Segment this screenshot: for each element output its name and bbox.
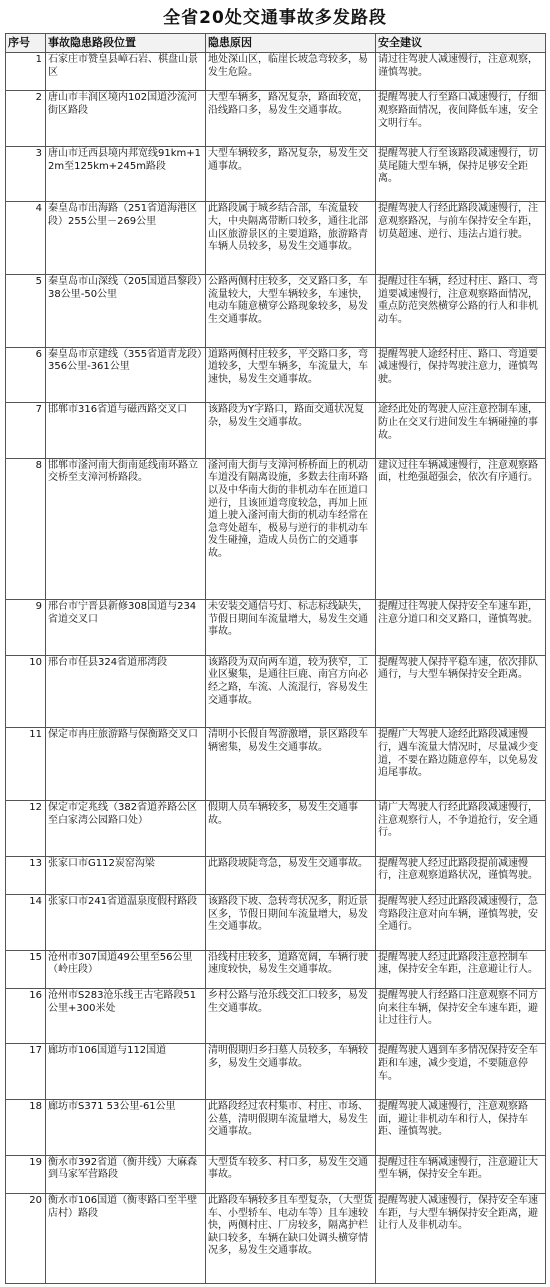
cell-advice: 提醒过往驾驶人保持安全车速车距，注意分道口和交叉路口，谨慎驾驶。 [376, 600, 546, 656]
cell-reason: 道路两侧村庄较多，平交路口多，弯道较多，大型车辆多，车流量大，车速快，易发生交通事故。 [206, 347, 376, 403]
table-row [6, 950, 546, 988]
cell-number: 14 [6, 895, 46, 951]
cell-number: 19 [6, 1155, 46, 1193]
cell-reason: 该路段为Y字路口，路面交通状况复杂，易发生交通事故。 [206, 403, 376, 459]
table-row [6, 1155, 546, 1193]
cell-location: 张家口市241省道温泉度假村路段 [46, 895, 206, 951]
cell-reason: 此路段属于城乡结合部，车流量较大，中央隔离带断口较多，通往北部山区旅游景区的主要道路，旅游路青车辆人员较多，易发生交通事故。 [206, 202, 376, 275]
table-row [6, 91, 546, 147]
cell-advice: 提醒过往车辆减速慢行，注意避让大型车辆，保持安全车距。 [376, 1155, 546, 1193]
table-row [6, 146, 546, 202]
table-row [6, 801, 546, 857]
cell-number: 7 [6, 403, 46, 459]
table-row [6, 895, 546, 951]
cell-number: 2 [6, 91, 46, 147]
cell-location: 秦皇岛市出海路（251省道海港区段）255公里－269公里 [46, 202, 206, 275]
table-row [6, 655, 546, 728]
table-row [6, 728, 546, 801]
cell-location: 衡水市106国道（衡枣路口至半壁店村）路段 [46, 1193, 206, 1283]
cell-reason: 该路段下坡、急转弯状况多，附近景区多，节假日期间车流量增大，易发生交通事故。 [206, 895, 376, 951]
cell-number: 5 [6, 275, 46, 348]
cell-reason: 清明假期归乡扫墓人员较多，车辆较多，易发生交通事故。 [206, 1044, 376, 1100]
cell-reason: 未安装交通信号灯、标志标线缺失，节假日期间车流量增大，易发生交通事故。 [206, 600, 376, 656]
cell-location: 秦皇岛市京建线（355省道青龙段）356公里-361公里 [46, 347, 206, 403]
cell-advice: 提醒驾驶人减速慢行，注意观察路面，避让非机动车和行人，保持车距、谨慎驾驶。 [376, 1100, 546, 1156]
cell-advice: 请广大驾驶人行经此路段减速慢行，注意观察行人，不争道抢行，安全通行。 [376, 801, 546, 857]
cell-location: 邢台市宁晋县新修308国道与234省道交叉口 [46, 600, 206, 656]
cell-location: 石家庄市赞皇县嶂石岩、棋盘山景区 [46, 53, 206, 91]
cell-location: 沧州市S283沧乐线王古宅路段51公里+300米处 [46, 988, 206, 1044]
cell-number: 8 [6, 458, 46, 599]
cell-advice: 建议过往车辆减速慢行，注意观察路面，杜绝强超强会，依次有序通行。 [376, 458, 546, 599]
table-row [6, 53, 546, 91]
cell-location: 廊坊市S371 53公里-61公里 [46, 1100, 206, 1156]
cell-location: 唐山市迁西县境内邦宽线91km+12m至125km+245m路段 [46, 146, 206, 202]
cell-number: 12 [6, 801, 46, 857]
cell-reason: 此路段经过农村集市、村庄、市场、公墓，清明假期车流量增大，易发生交通事故。 [206, 1100, 376, 1156]
cell-number: 11 [6, 728, 46, 801]
cell-advice: 请过往驾驶人减速慢行，注意观察，谨慎驾驶。 [376, 53, 546, 91]
cell-reason: 大型车辆较多，路况复杂，易发生交通事故。 [206, 146, 376, 202]
cell-reason: 公路两侧村庄较多，交叉路口多，车流量较大，大型车辆较多，车速快，电动车随意横穿公路现象较多，易发生交通事故。 [206, 275, 376, 348]
table-row [6, 347, 546, 403]
table-body [6, 53, 546, 1284]
cell-location: 廊坊市106国道与112国道 [46, 1044, 206, 1100]
cell-reason: 清明小长假自驾游激增，景区路段车辆密集，易发生交通事故。 [206, 728, 376, 801]
table-row [6, 988, 546, 1044]
cell-reason: 大型车辆多，路况复杂，路面较宽，沿线路口多，易发生交通事故。 [206, 91, 376, 147]
cell-location: 邯郸市316省道与磁西路交叉口 [46, 403, 206, 459]
cell-advice: 提醒驾驶人经过此路段减速慢行，急弯路段注意对向车辆，谨慎驾驶，安全通行。 [376, 895, 546, 951]
cell-advice: 提醒驾驶人减速慢行，保持安全车速车距，与大型车辆保持安全距离，避让行人及非机动车。 [376, 1193, 546, 1283]
table-row [6, 600, 546, 656]
cell-number: 17 [6, 1044, 46, 1100]
cell-location: 衡水市392省道（衡井线）大麻森到马家军营路段 [46, 1155, 206, 1193]
cell-advice: 提醒驾驶人经过此路段提前减速慢行，注意观察道路状况，谨慎驾驶。 [376, 856, 546, 894]
cell-reason: 此路段坡陡弯急，易发生交通事故。 [206, 856, 376, 894]
cell-advice: 提醒广大驾驶人途经此路段减速慢行，遇车流量大情况时，尽量减少变道，不要在路边随意停车，以免易发追尾事故。 [376, 728, 546, 801]
cell-number: 9 [6, 600, 46, 656]
cell-location: 保定市冉庄旅游路与保衡路交叉口 [46, 728, 206, 801]
cell-advice: 途经此处的驾驶人应注意控制车速，防止在交叉行进间发生车辆碰撞的事故。 [376, 403, 546, 459]
cell-number: 13 [6, 856, 46, 894]
cell-location: 保定市定兆线（382省道养路公区至白家湾公园路口处） [46, 801, 206, 857]
cell-reason: 乡村公路与沧乐线交汇口较多，易发生交通事故。 [206, 988, 376, 1044]
column-header-number: 序号 [6, 34, 46, 53]
cell-number: 1 [6, 53, 46, 91]
cell-number: 10 [6, 655, 46, 728]
table-row [6, 1044, 546, 1100]
table-row [6, 275, 546, 348]
cell-number: 18 [6, 1100, 46, 1156]
cell-reason: 假期人员车辆较多，易发生交通事故。 [206, 801, 376, 857]
table-row [6, 856, 546, 894]
cell-number: 15 [6, 950, 46, 988]
cell-advice: 提醒驾驶人保持平稳车速，依次排队通行，与大型车辆保持安全距离。 [376, 655, 546, 728]
cell-advice: 提醒驾驶人行至路口减速慢行，仔细观察路面情况，夜间降低车速，安全文明行车。 [376, 91, 546, 147]
table-row [6, 403, 546, 459]
cell-advice: 提醒驾驶人经过此路段注意控制车速，保持安全车距，注意避让行人。 [376, 950, 546, 988]
cell-reason: 该路段为双向两车道，较为狭窄，工业区聚集，是通往巨鹿、南宫方向必经之路，车流、人流混行，容易发生交通事故。 [206, 655, 376, 728]
page-title: 全省20处交通事故多发路段 [163, 8, 387, 28]
table-row [6, 202, 546, 275]
cell-advice: 提醒驾驶人遇到车多情况保持安全车距和车速，减少变道，不要随意停车。 [376, 1044, 546, 1100]
cell-number: 16 [6, 988, 46, 1044]
cell-location: 邢台市任县324省道邢湾段 [46, 655, 206, 728]
cell-advice: 提醒过往车辆，经过村庄、路口、弯道要减速慢行，注意观察路面情况，重点防范突然横穿公路的行人和非机动车。 [376, 275, 546, 348]
cell-reason: 滏河南大街与支漳河桥桥面上的机动车道没有隔离设施，多数去往南环路以及中华南大街的非机动车在匝道口逆行，且该匝道弯度较急，再加上匝道上驶入滏河南大街的机动车经常在急弯处超车，极易与逆行的非机动车发生碰撞，造成人员伤亡的交通事故。 [206, 458, 376, 599]
cell-location: 邯郸市滏河南大街南延线南环路立交桥至支漳河桥路段。 [46, 458, 206, 599]
table-row [6, 458, 546, 599]
table-header-row [6, 34, 546, 53]
cell-advice: 提醒驾驶人行经此路段减速慢行，注意观察路况，与前车保持安全车距，切莫超速、逆行、违法占道行驶。 [376, 202, 546, 275]
cell-reason: 沿线村庄较多，道路宽阔，车辆行驶速度较快，易发生交通事故。 [206, 950, 376, 988]
table-row [6, 1100, 546, 1156]
cell-reason: 大型货车较多、村口多，易发生交通事故。 [206, 1155, 376, 1193]
cell-advice: 提醒驾驶人途经村庄、路口、弯道要减速慢行，保持驾驶注意力，谨慎驾驶。 [376, 347, 546, 403]
column-header-reason: 隐患原因 [206, 34, 376, 53]
cell-reason: 此路段车辆较多且车型复杂，（大型货车、小型轿车、电动车等）且车速较快，两侧村庄、厂房较多，隔离护栏缺口较多，车辆在缺口处调头横穿情况多，易发生交通事故。 [206, 1193, 376, 1283]
cell-number: 3 [6, 146, 46, 202]
cell-advice: 提醒驾驶人行至该路段减速慢行，切莫尾随大型车辆，保持足够安全距离。 [376, 146, 546, 202]
cell-number: 20 [6, 1193, 46, 1283]
cell-location: 秦皇岛市山深线（205国道昌黎段）38公里-50公里 [46, 275, 206, 348]
cell-number: 4 [6, 202, 46, 275]
column-header-advice: 安全建议 [376, 34, 546, 53]
cell-location: 张家口市G112炭窑沟梁 [46, 856, 206, 894]
cell-number: 6 [6, 347, 46, 403]
table-row [6, 1193, 546, 1283]
cell-location: 唐山市丰润区境内102国道沙流河街区路段 [46, 91, 206, 147]
accident-table [5, 33, 546, 1284]
column-header-location: 事故隐患路段位置 [46, 34, 206, 53]
cell-location: 沧州市307国道49公里至56公里（岭庄段） [46, 950, 206, 988]
cell-reason: 地处深山区，临崖长坡急弯较多，易发生危险。 [206, 53, 376, 91]
cell-advice: 提醒驾驶人行经路口注意观察不同方向来往车辆，保持安全车速车距，避让过往行人。 [376, 988, 546, 1044]
